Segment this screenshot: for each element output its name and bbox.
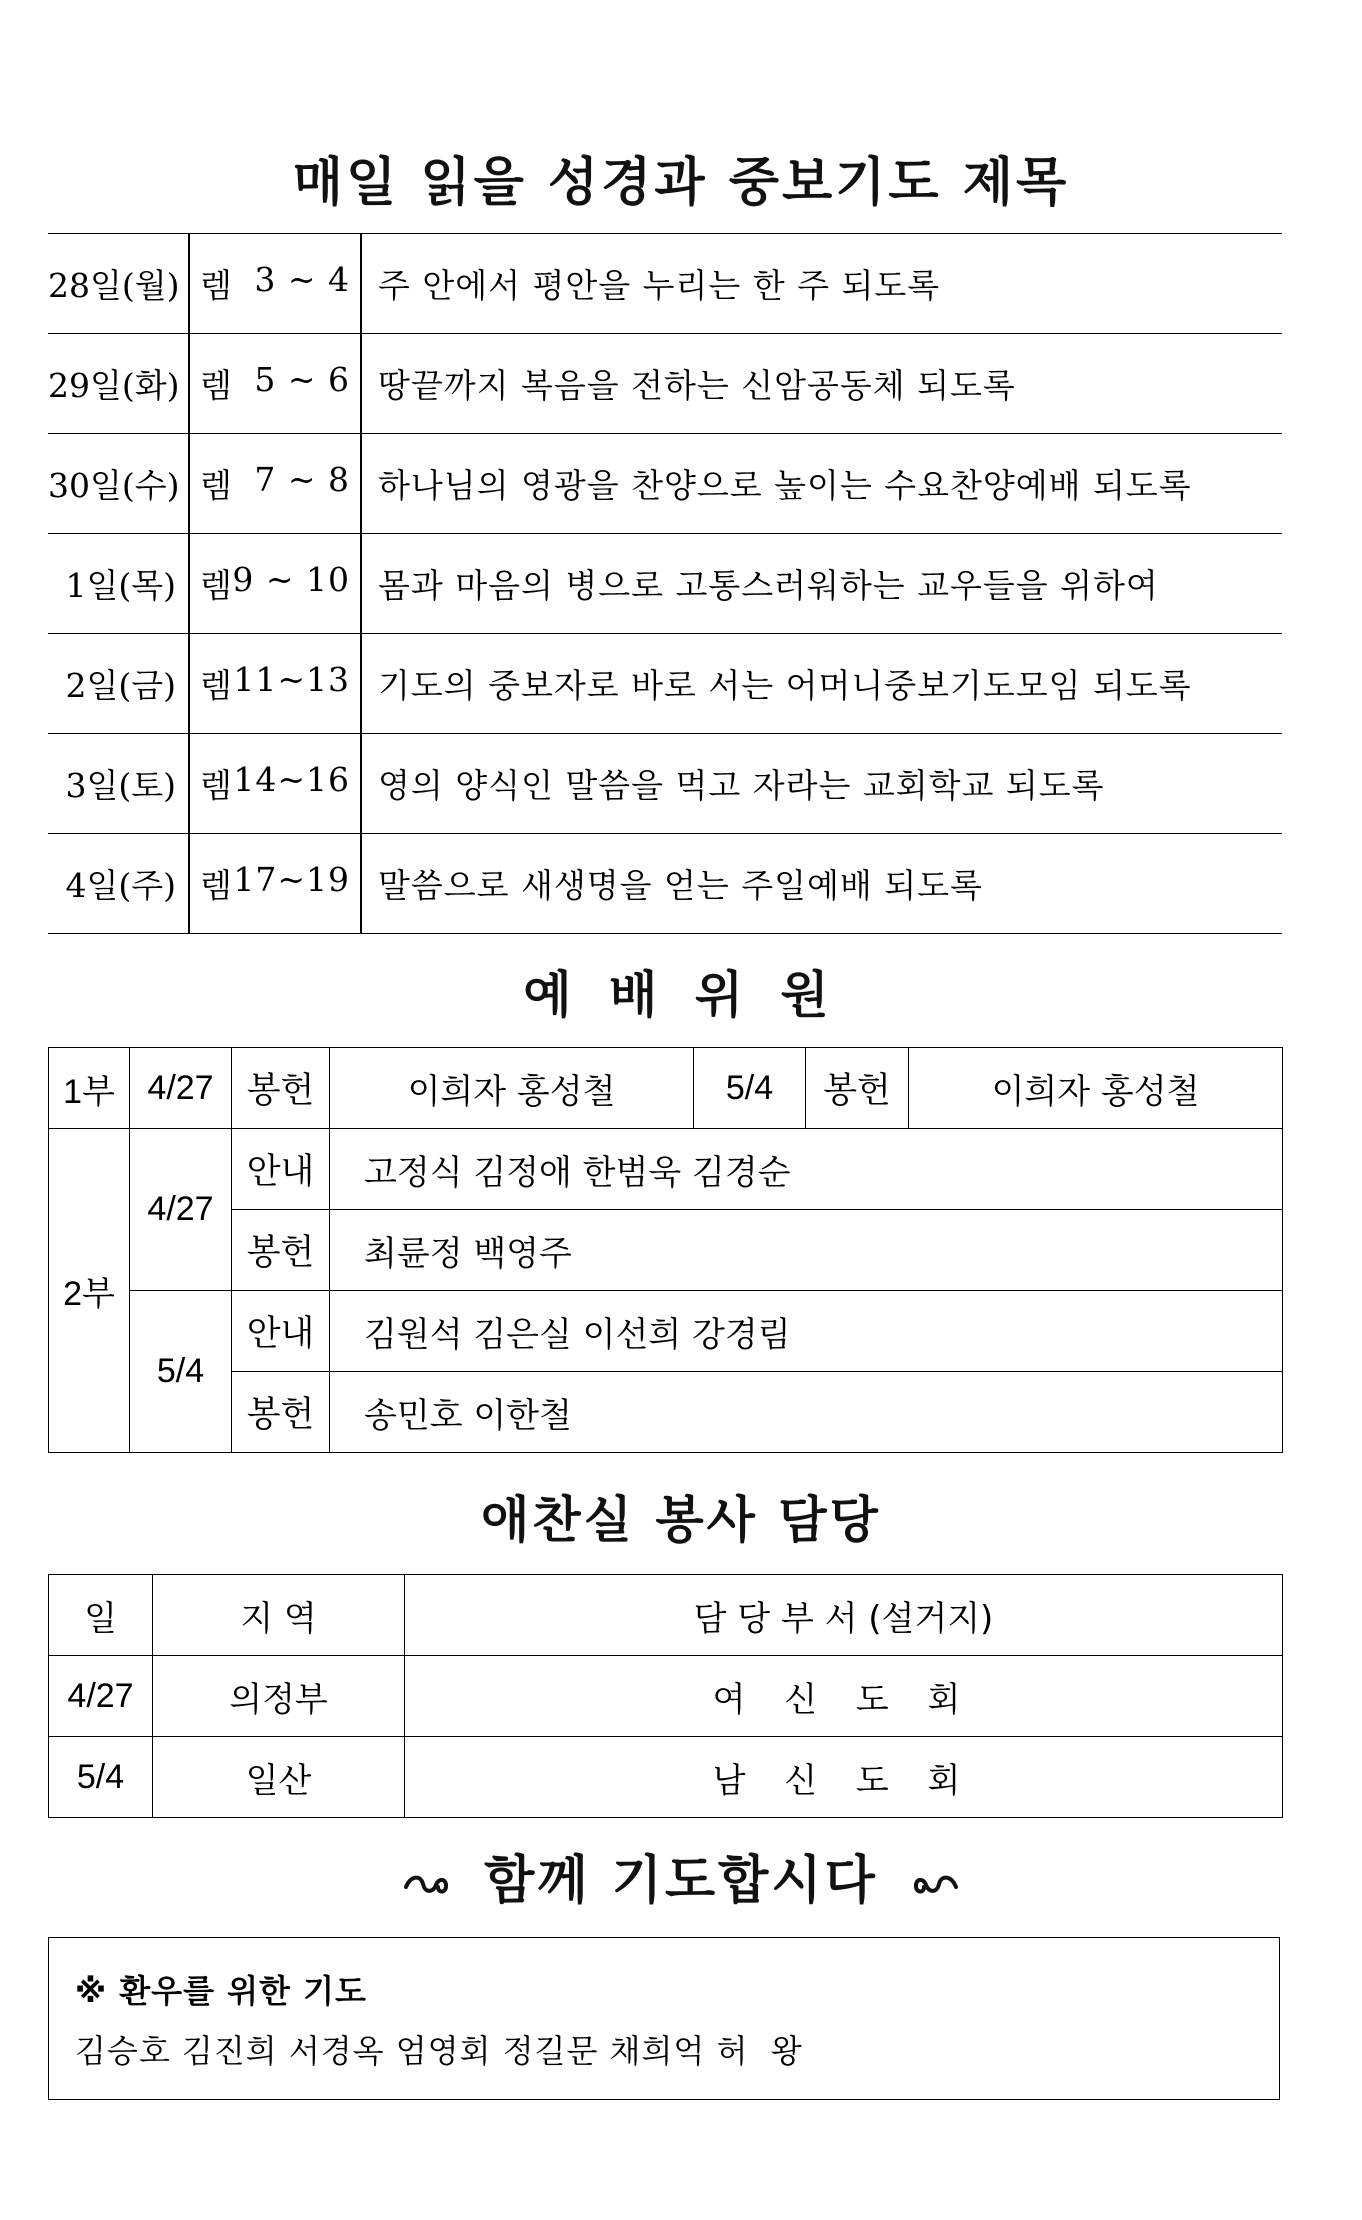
book-label: 렘 — [200, 866, 232, 905]
role-cell: 안내 — [232, 1291, 330, 1372]
reading-table — [48, 233, 1282, 934]
service-label: 1부 — [49, 1048, 130, 1129]
kitchen-title: 애찬실 봉사 담당 — [481, 1491, 881, 1549]
scripture-cell — [189, 434, 361, 534]
committee-row — [49, 1210, 1283, 1291]
scripture-cell — [189, 334, 361, 434]
dept-header: 담 당 부 서 (설거지) — [405, 1575, 1283, 1656]
chapter-range: 5 ~ 6 — [254, 360, 350, 399]
day-cell: 4일(주) — [48, 834, 189, 934]
book-label: 렘 — [200, 466, 232, 505]
committee-title: 예 배 위 원 — [523, 966, 839, 1024]
prayer-topic-cell: 기도의 중보자로 바로 서는 어머니중보기도모임 되도록 — [361, 634, 1282, 734]
role-cell: 봉헌 — [806, 1048, 909, 1129]
reading-row — [48, 834, 1282, 934]
reading-row — [48, 334, 1282, 434]
day-cell: 4/27 — [49, 1656, 153, 1737]
reading-row — [48, 434, 1282, 534]
prayer-title-line — [0, 1838, 1362, 1913]
book-label: 렘 — [200, 266, 232, 305]
chapter-range: 14~16 — [233, 760, 350, 799]
chapter-range: 17~19 — [233, 860, 350, 899]
reading-row — [48, 234, 1282, 334]
scripture-cell — [189, 234, 361, 334]
date-cell: 4/27 — [130, 1129, 232, 1291]
prayer-names: 김승호 김진희 서경옥 엄영회 정길문 채희억 허 왕 — [75, 2032, 803, 2070]
reading-row — [48, 534, 1282, 634]
prayer-topic-cell: 영의 양식인 말씀을 먹고 자라는 교회학교 되도록 — [361, 734, 1282, 834]
date-cell: 5/4 — [694, 1048, 806, 1129]
prayer-box — [48, 1937, 1280, 2100]
day-cell: 2일(금) — [48, 634, 189, 734]
prayer-topic-cell: 땅끝까지 복음을 전하는 신암공동체 되도록 — [361, 334, 1282, 434]
chapter-range: 11~13 — [233, 660, 350, 699]
committee-row — [49, 1372, 1283, 1453]
committee-table — [48, 1047, 1283, 1453]
dept-cell: 남 신 도 회 — [405, 1737, 1283, 1818]
region-cell: 일산 — [153, 1737, 405, 1818]
kitchen-row — [49, 1656, 1283, 1737]
region-header: 지 역 — [153, 1575, 405, 1656]
committee-row — [49, 1291, 1283, 1372]
names-cell: 최륜정 백영주 — [330, 1210, 1283, 1291]
day-cell: 30일(수) — [48, 434, 189, 534]
scripture-cell — [189, 834, 361, 934]
day-cell: 28일(월) — [48, 234, 189, 334]
book-label: 렘 — [200, 766, 232, 805]
ornament-right-icon — [913, 1869, 959, 1899]
prayer-heading: ※ 환우를 위한 기도 — [75, 1972, 367, 2010]
scripture-cell — [189, 634, 361, 734]
prayer-topic-cell: 하나님의 영광을 찬양으로 높이는 수요찬양예배 되도록 — [361, 434, 1282, 534]
scripture-cell — [189, 534, 361, 634]
names-cell: 이희자 홍성철 — [909, 1048, 1283, 1129]
role-cell: 안내 — [232, 1129, 330, 1210]
day-header: 일 — [49, 1575, 153, 1656]
day-cell: 1일(목) — [48, 534, 189, 634]
service-label: 2부 — [49, 1129, 130, 1453]
book-label: 렘 — [200, 666, 232, 705]
day-cell: 29일(화) — [48, 334, 189, 434]
reading-row — [48, 734, 1282, 834]
book-label: 렘 — [200, 366, 232, 405]
names-cell: 김원석 김은실 이선희 강경림 — [330, 1291, 1283, 1372]
prayer-topic-cell: 말씀으로 새생명을 얻는 주일예배 되도록 — [361, 834, 1282, 934]
kitchen-table — [48, 1574, 1283, 1818]
region-cell: 의정부 — [153, 1656, 405, 1737]
prayer-title: 함께 기도합시다 — [484, 1851, 878, 1911]
committee-row — [49, 1129, 1283, 1210]
role-cell: 봉헌 — [232, 1048, 330, 1129]
reading-title: 매일 읽을 성경과 중보기도 제목 — [292, 153, 1070, 213]
day-cell: 5/4 — [49, 1737, 153, 1818]
reading-row — [48, 634, 1282, 734]
scripture-cell — [189, 734, 361, 834]
date-cell: 4/27 — [130, 1048, 232, 1129]
names-cell: 이희자 홍성철 — [330, 1048, 694, 1129]
prayer-topic-cell: 몸과 마음의 병으로 고통스러워하는 교우들을 위하여 — [361, 534, 1282, 634]
chapter-range: 9 ~ 10 — [232, 560, 350, 599]
day-cell: 3일(토) — [48, 734, 189, 834]
committee-row-first — [49, 1048, 1283, 1129]
date-cell: 5/4 — [130, 1291, 232, 1453]
role-cell: 봉헌 — [232, 1372, 330, 1453]
kitchen-header-row — [49, 1575, 1283, 1656]
role-cell: 봉헌 — [232, 1210, 330, 1291]
prayer-topic-cell: 주 안에서 평안을 누리는 한 주 되도록 — [361, 234, 1282, 334]
chapter-range: 3 ~ 4 — [254, 260, 350, 299]
chapter-range: 7 ~ 8 — [254, 460, 350, 499]
kitchen-row — [49, 1737, 1283, 1818]
ornament-left-icon — [403, 1869, 449, 1899]
names-cell: 고정식 김정애 한범욱 김경순 — [330, 1129, 1283, 1210]
dept-cell: 여 신 도 회 — [405, 1656, 1283, 1737]
book-label: 렘 — [200, 566, 232, 605]
names-cell: 송민호 이한철 — [330, 1372, 1283, 1453]
